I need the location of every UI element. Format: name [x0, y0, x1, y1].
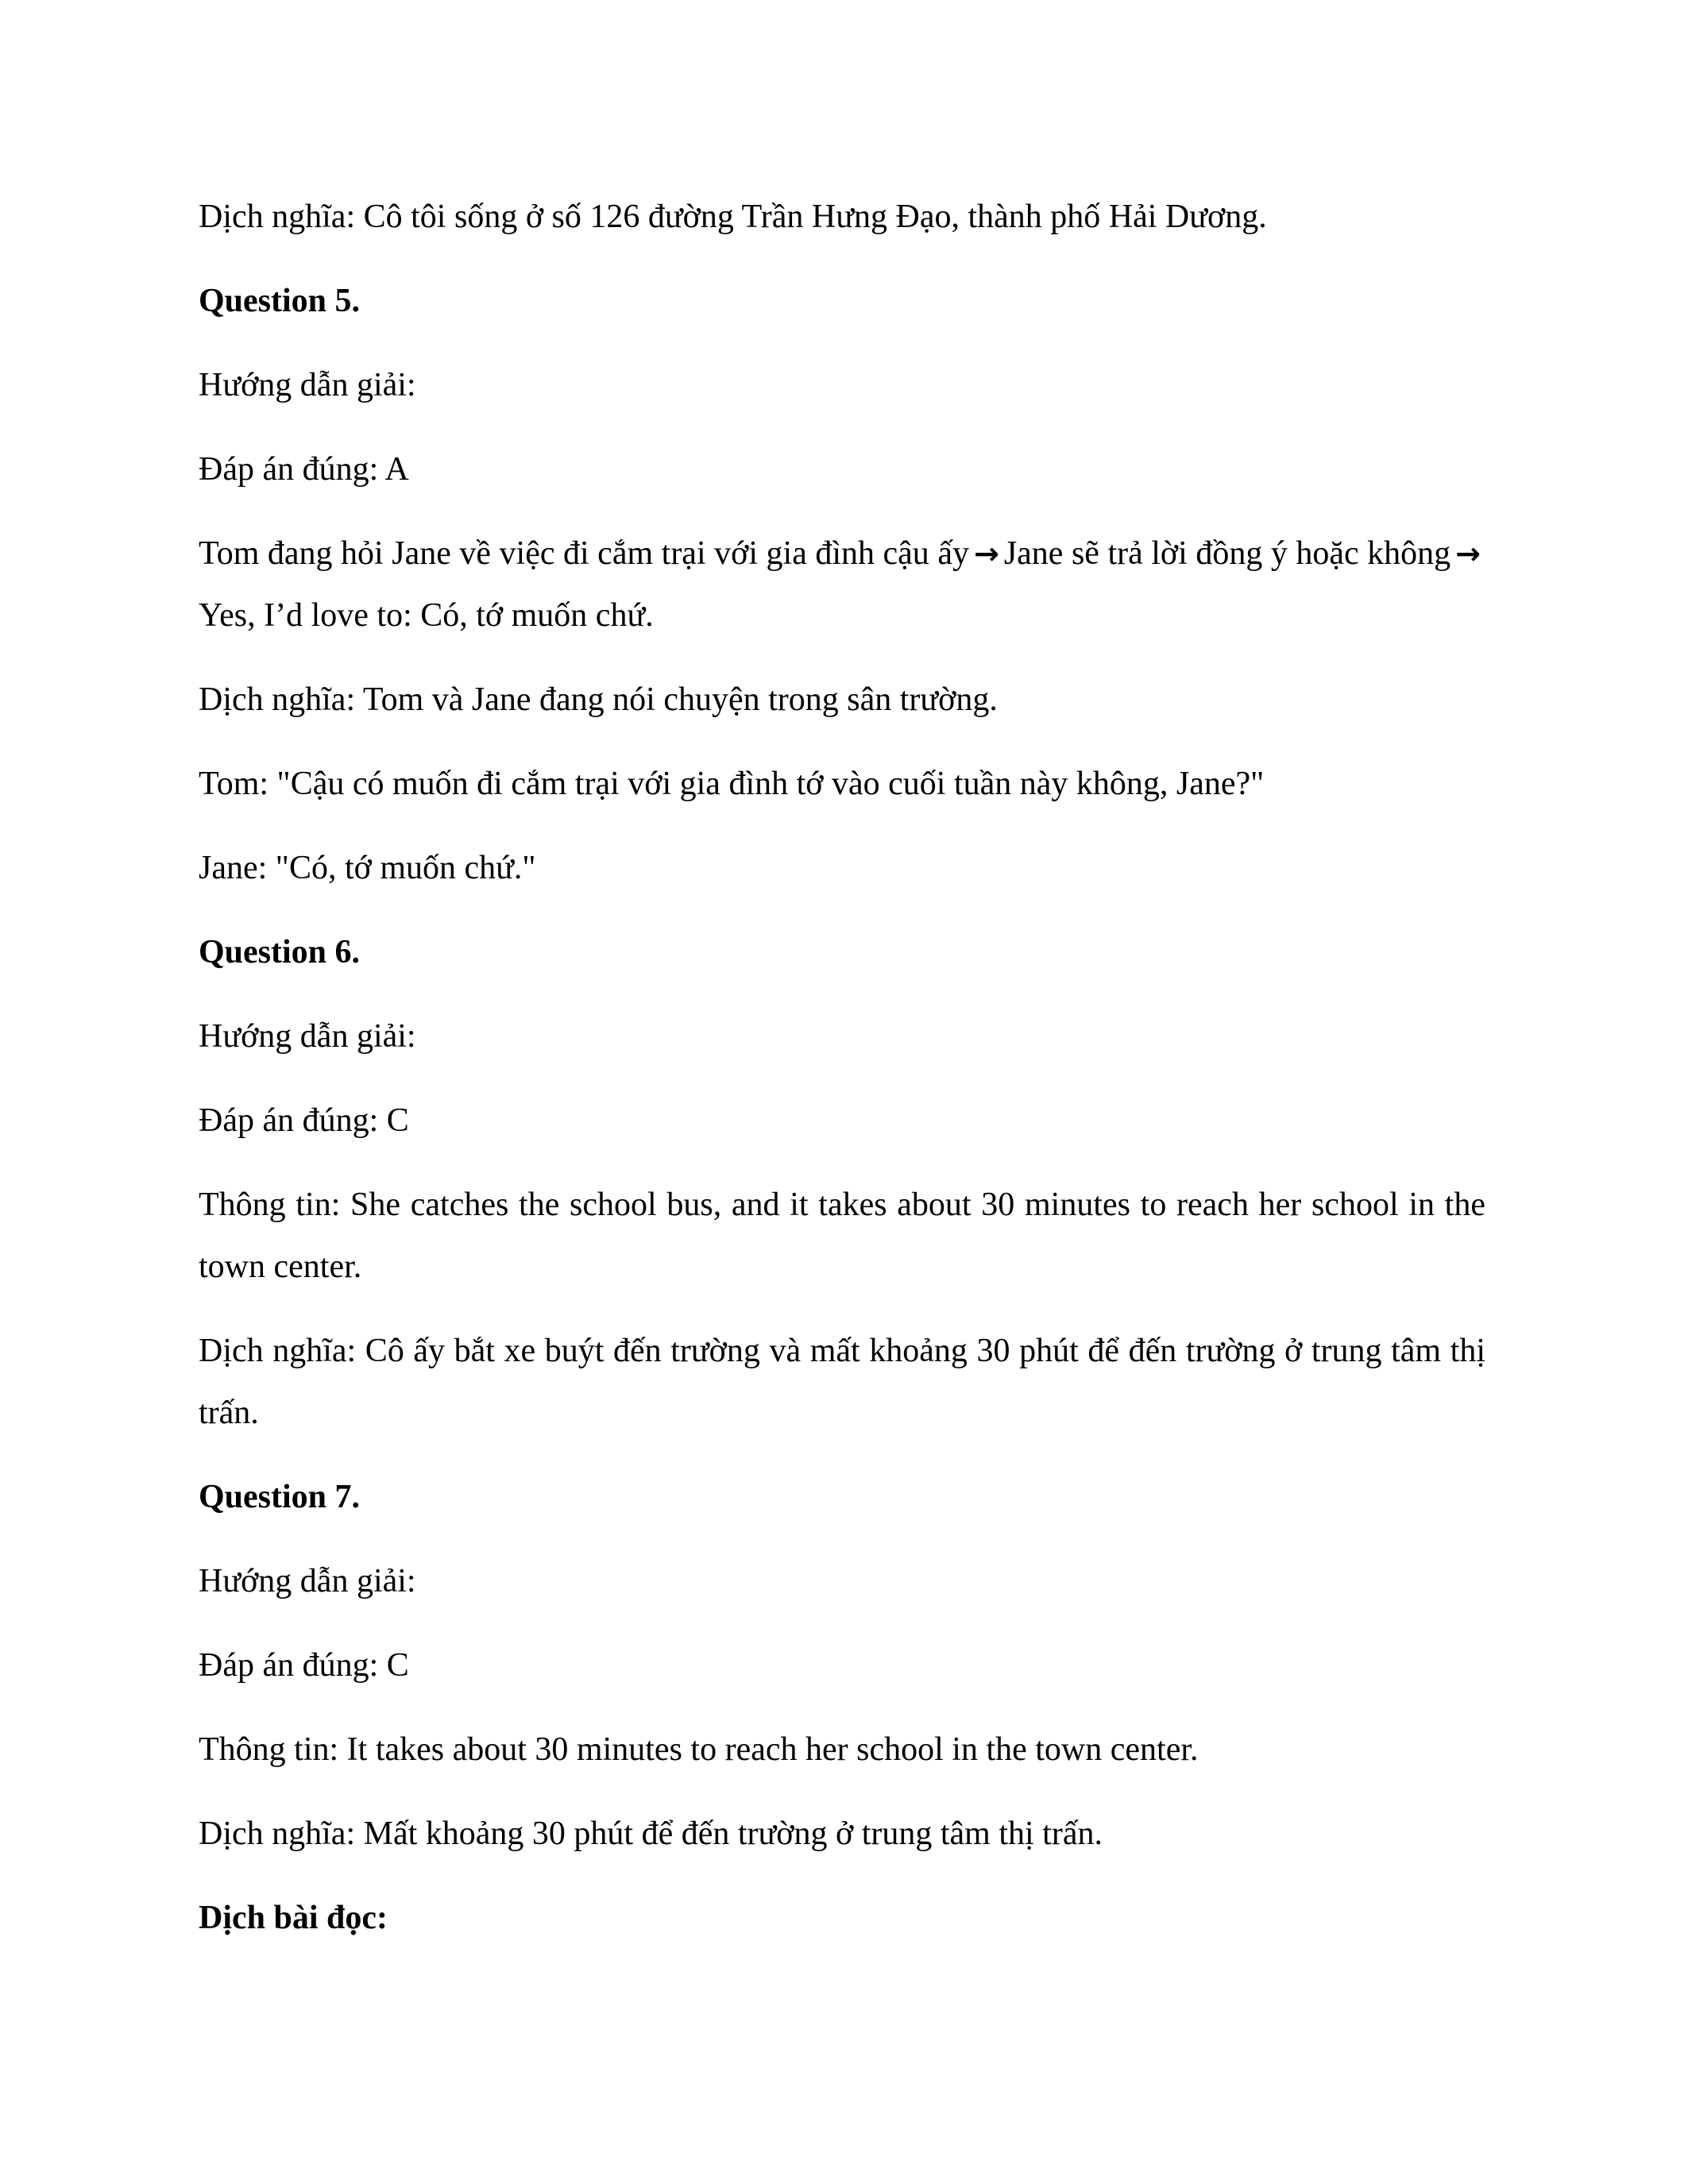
q5-explain-part3: Yes, I’d love to: Có, tớ muốn chứ.	[199, 597, 654, 634]
translation-q4: Dịch nghĩa: Cô tôi sống ở số 126 đường Trần Hưng Đạo, thành phố Hải Dương.	[199, 199, 1267, 235]
q6-guide: Hướng dẫn giải:	[199, 1018, 416, 1055]
q6-info: Thông tin: She catches the school bus, and it takes about 30 minutes to reach her school in the town center.	[199, 1187, 1485, 1285]
reading-translation-heading: Dịch bài đọc:	[199, 1900, 388, 1936]
document-page	[199, 186, 1485, 1949]
right-arrow-icon: →	[973, 536, 999, 571]
question-6-heading: Question 6.	[199, 934, 361, 970]
question-5-heading: Question 5.	[199, 283, 361, 319]
q5-guide: Hướng dẫn giải:	[199, 367, 416, 403]
q6-answer: Đáp án đúng: C	[199, 1102, 409, 1139]
right-arrow-icon: →	[1455, 536, 1481, 571]
q6-translation: Dịch nghĩa: Cô ấy bắt xe buýt đến trường và mất khoảng 30 phút để đến trường ở trung tâm thị trấn.	[199, 1333, 1485, 1431]
q5-explanation	[199, 523, 1485, 646]
q7-guide: Hướng dẫn giải:	[199, 1563, 416, 1599]
q5-translation: Dịch nghĩa: Tom và Jane đang nói chuyện trong sân trường.	[199, 681, 998, 718]
q5-dialogue-tom: Tom: "Cậu có muốn đi cắm trại với gia đình tớ vào cuối tuần này không, Jane?"	[199, 766, 1265, 802]
q7-translation: Dịch nghĩa: Mất khoảng 30 phút để đến trường ở trung tâm thị trấn.	[199, 1815, 1103, 1852]
q7-answer: Đáp án đúng: C	[199, 1647, 409, 1684]
q5-explain-part1: Tom đang hỏi Jane về việc đi cắm trại với gia đình cậu ấy	[199, 535, 969, 572]
q5-answer: Đáp án đúng: A	[199, 451, 409, 488]
question-7-heading: Question 7.	[199, 1479, 361, 1515]
q7-info: Thông tin: It takes about 30 minutes to reach her school in the town center.	[199, 1731, 1199, 1768]
q5-explain-part2: Jane sẽ trả lời đồng ý hoặc không	[1003, 535, 1451, 572]
q5-dialogue-jane: Jane: "Có, tớ muốn chứ."	[199, 850, 536, 886]
